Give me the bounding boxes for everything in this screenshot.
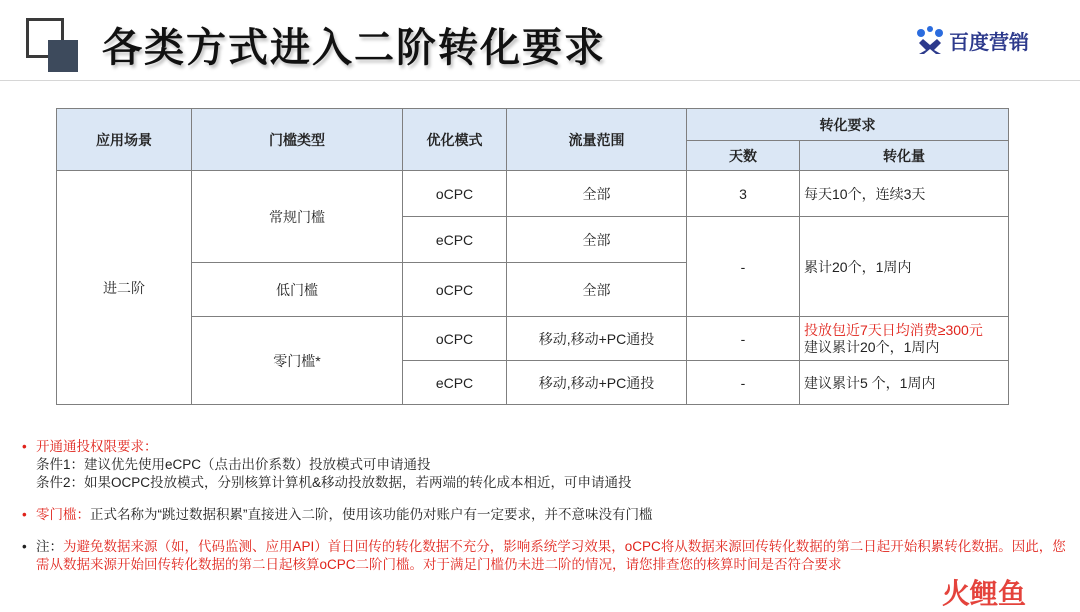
traffic-cell: 全部 <box>507 217 687 263</box>
volume-text: 建议累计20个，1周内 <box>804 338 940 355</box>
page-title: 各类方式进入二阶转化要求 <box>102 25 606 71</box>
header-mode: 优化模式 <box>403 109 507 171</box>
group-low: 低门槛 <box>192 263 403 317</box>
note-permission-title: 开通通投权限要求： <box>36 439 158 454</box>
traffic-cell: 移动,移动+PC通投 <box>507 317 687 361</box>
logo-text: 百度营销 <box>949 29 1029 54</box>
group-regular: 常规门槛 <box>192 171 403 263</box>
note-zero-title: 零门槛： <box>36 507 90 522</box>
note-remark-title: 注： <box>36 539 63 554</box>
traffic-cell: 全部 <box>507 171 687 217</box>
group-zero: 零门槛* <box>192 317 403 405</box>
volume-red-note: 投放包近7天日均消费≥300元 <box>804 321 983 338</box>
header-volume: 转化量 <box>800 141 1009 171</box>
days-cell: - <box>687 317 800 361</box>
header-traffic: 流量范围 <box>507 109 687 171</box>
bullet-icon: • <box>22 539 27 554</box>
note-permission <box>22 438 1072 456</box>
mode-cell: oCPC <box>403 317 507 361</box>
traffic-cell: 全部 <box>507 263 687 317</box>
days-cell: 3 <box>687 171 800 217</box>
note-zero-threshold <box>22 506 1072 524</box>
note-condition-2: 条件2：如果OCPC投放模式，分别核算计算机&移动投放数据，若两端的转化成本相近，可申请通投 <box>36 475 632 490</box>
mode-cell: oCPC <box>403 171 507 217</box>
title-divider <box>0 80 1080 81</box>
scene-cell: 进二阶 <box>57 171 192 405</box>
table-row <box>57 171 1009 217</box>
note-remark <box>22 538 1072 574</box>
watermark-logo: 火鲤鱼 <box>942 577 1027 610</box>
header-days: 天数 <box>687 141 800 171</box>
days-cell: - <box>687 361 800 405</box>
corner-decoration <box>26 18 78 72</box>
volume-cell: 建议累计5 个，1周内 <box>800 361 1009 405</box>
note-condition-1: 条件1：建议优先使用eCPC（点击出价系数）投放模式可申请通投 <box>36 457 431 472</box>
bullet-icon: • <box>22 507 27 522</box>
mode-cell: eCPC <box>403 361 507 405</box>
baidu-paw-icon <box>915 25 945 55</box>
table-row <box>57 317 1009 361</box>
traffic-cell: 移动,移动+PC通投 <box>507 361 687 405</box>
note-zero-text: 正式名称为“跳过数据积累”直接进入二阶，使用该功能仍对账户有一定要求，并不意味没有门槛 <box>90 507 653 522</box>
volume-merged-cell: 累计20个，1周内 <box>800 217 1009 317</box>
mode-cell: eCPC <box>403 217 507 263</box>
notes-section <box>22 438 1072 574</box>
conversion-requirements-table <box>56 108 1009 405</box>
mode-cell: oCPC <box>403 263 507 317</box>
header-threshold: 门槛类型 <box>192 109 403 171</box>
volume-cell: 每天10个，连续3天 <box>800 171 1009 217</box>
volume-cell <box>800 317 1009 361</box>
bullet-icon: • <box>22 439 27 454</box>
baidu-marketing-logo <box>915 24 1029 56</box>
note-remark-text: 为避免数据来源（如，代码监测、应用API）首日回传的转化数据不充分，影响系统学习效果，oCPC将从数据来源回传转化数据的第二日起开始积累转化数据。因此，您需从数据来源开始回传转化数据的第二日起核算oCPC二阶门槛。对于满足门槛仍未进二阶的情况，请您排查您的核算时间是否符合要求 <box>36 539 1066 572</box>
header-scene: 应用场景 <box>57 109 192 171</box>
days-merged-cell: - <box>687 217 800 317</box>
header-requirement: 转化要求 <box>687 109 1009 141</box>
